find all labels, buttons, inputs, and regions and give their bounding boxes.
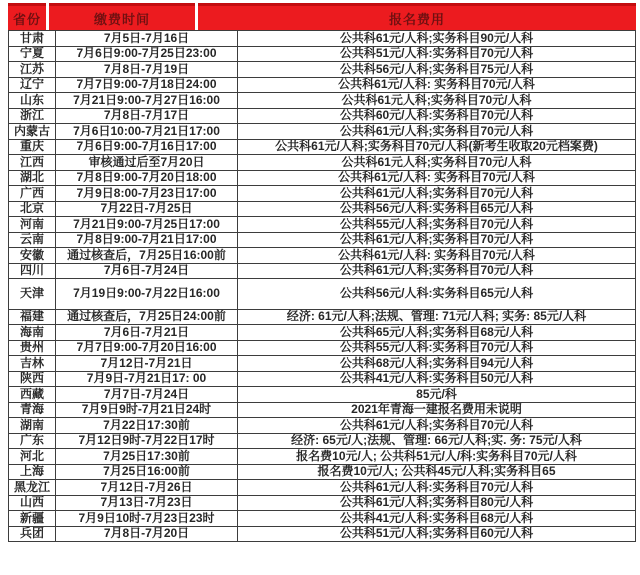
table-row — [9, 77, 636, 93]
table-row — [9, 93, 636, 109]
fee-cell: 公共科56元/人科:实务科目65元/人科 — [238, 279, 636, 310]
table-row — [9, 124, 636, 140]
province-cell: 天津 — [9, 279, 56, 310]
table-row — [9, 340, 636, 356]
province-cell: 海南 — [9, 325, 56, 341]
fee-cell: 85元/科 — [238, 387, 636, 403]
province-cell: 广西 — [9, 186, 56, 202]
fee-cell: 公共科41元/人科:实务科目68元/人科 — [238, 511, 636, 527]
payment-time-cell: 7月12日9时-7月22日17时 — [56, 433, 238, 449]
province-cell: 新疆 — [9, 511, 56, 527]
payment-time-cell: 7月7日-7月24日 — [56, 387, 238, 403]
payment-time-cell: 7月8日9:00-7月20日18:00 — [56, 170, 238, 186]
fee-cell: 公共科61元/人科;实务科目80元/人科 — [238, 495, 636, 511]
fee-cell: 公共科61元/人科;实务科目70元/人科 — [238, 124, 636, 140]
table-row — [9, 356, 636, 372]
payment-time-cell: 7月6日9:00-7月25日23:00 — [56, 46, 238, 62]
table-row — [9, 263, 636, 279]
fee-cell: 报名费10元/人; 公共科45元/人科;实务科目65 — [238, 464, 636, 480]
fee-cell: 公共科61元/人科;实务科目90元/人科 — [238, 31, 636, 47]
payment-time-cell: 7月6日-7月21日 — [56, 325, 238, 341]
payment-time-cell: 7月25日17:30前 — [56, 449, 238, 465]
province-cell: 辽宁 — [9, 77, 56, 93]
payment-time-cell: 7月7日9:00-7月20日16:00 — [56, 340, 238, 356]
table-row — [9, 402, 636, 418]
table-row — [9, 170, 636, 186]
table-row — [9, 449, 636, 465]
province-cell: 重庆 — [9, 139, 56, 155]
table-row — [9, 31, 636, 47]
fee-cell: 公共科61元人科;实务科目70元/人科 — [238, 93, 636, 109]
fee-cell: 公共科61元/人科;实务科目70元/人科 — [238, 232, 636, 248]
province-cell: 云南 — [9, 232, 56, 248]
fee-cell: 公共科61元人科;实务科目70元/人科 — [238, 155, 636, 171]
payment-time-cell: 通过核查后，7月25日24:00前 — [56, 309, 238, 325]
province-cell: 吉林 — [9, 356, 56, 372]
payment-time-cell: 7月12日-7月26日 — [56, 480, 238, 496]
table-row — [9, 418, 636, 434]
fee-cell: 公共科61元/人科;实务科目70元/人科(新考生收取20元档案费) — [238, 139, 636, 155]
payment-time-cell: 7月12日-7月21日 — [56, 356, 238, 372]
header-province: 省份 — [8, 3, 46, 30]
table-row — [9, 279, 636, 310]
province-cell: 上海 — [9, 464, 56, 480]
payment-time-cell: 7月25日16:00前 — [56, 464, 238, 480]
registration-fee-table — [8, 3, 636, 542]
table-row — [9, 201, 636, 217]
payment-time-cell: 审核通过后至7月20日 — [56, 155, 238, 171]
table-row — [9, 387, 636, 403]
payment-time-cell: 7月8日9:00-7月21日17:00 — [56, 232, 238, 248]
fee-cell: 公共科60元/人科:实务科目70元/人科 — [238, 108, 636, 124]
payment-time-cell: 7月6日9:00-7月16日17:00 — [56, 139, 238, 155]
payment-time-cell: 7月13日-7月23日 — [56, 495, 238, 511]
table-header-row — [8, 3, 636, 30]
province-cell: 四川 — [9, 263, 56, 279]
payment-time-cell: 7月9日-7月21日17: 00 — [56, 371, 238, 387]
payment-time-cell: 7月21日9:00-7月27日16:00 — [56, 93, 238, 109]
fee-cell: 公共科68元/人科;实务科目94元/人科 — [238, 356, 636, 372]
province-cell: 广东 — [9, 433, 56, 449]
payment-time-cell: 7月21日9:00-7月25日17:00 — [56, 217, 238, 233]
fee-cell: 公共科65元/人科;实务科目68元/人科 — [238, 325, 636, 341]
table-row — [9, 217, 636, 233]
payment-time-cell: 7月8日-7月20日 — [56, 526, 238, 542]
payment-time-cell: 7月9日10时-7月23日23时 — [56, 511, 238, 527]
fee-cell: 公共科61元/人科;实务科目70元/人科 — [238, 186, 636, 202]
fee-cell: 2021年青海一建报名费用未说明 — [238, 402, 636, 418]
payment-time-cell: 7月6日-7月24日 — [56, 263, 238, 279]
fee-cell: 公共科61元/人科:实务科目70元/人科 — [238, 480, 636, 496]
table-row — [9, 480, 636, 496]
fee-cell: 经济: 61元/人科;法规、管理: 71元/人科; 实务: 85元/人科 — [238, 309, 636, 325]
payment-time-cell: 7月19日9:00-7月22日16:00 — [56, 279, 238, 310]
fee-cell: 公共科56元/人科:实务科目65元/人科 — [238, 201, 636, 217]
table-row — [9, 325, 636, 341]
table-row — [9, 248, 636, 264]
fee-cell: 公共科61元/人科: 实务科目70元/人科 — [238, 248, 636, 264]
payment-time-cell: 7月8日-7月19日 — [56, 62, 238, 78]
fee-cell: 公共科55元/人科;实务科目70元/人科 — [238, 217, 636, 233]
payment-time-cell: 7月22日17:30前 — [56, 418, 238, 434]
province-cell: 北京 — [9, 201, 56, 217]
table-row — [9, 108, 636, 124]
province-cell: 江苏 — [9, 62, 56, 78]
province-cell: 湖南 — [9, 418, 56, 434]
fee-cell: 报名费10元/人; 公共科51元/人/科:实务科目70元/人科 — [238, 449, 636, 465]
fee-cell: 公共科41元/人科:实务科目50元/人科 — [238, 371, 636, 387]
province-cell: 福建 — [9, 309, 56, 325]
table-row — [9, 526, 636, 542]
fee-cell: 公共科51元/人科:实务科目70元/人科 — [238, 46, 636, 62]
payment-time-cell: 7月8日-7月17日 — [56, 108, 238, 124]
fee-cell: 公共科51元/人科;实务科目60元/人科 — [238, 526, 636, 542]
fee-cell: 公共科56元/人科;实务科目75元/人科 — [238, 62, 636, 78]
table-row — [9, 62, 636, 78]
table-body — [8, 30, 636, 542]
province-cell: 山东 — [9, 93, 56, 109]
table-row — [9, 186, 636, 202]
province-cell: 黑龙江 — [9, 480, 56, 496]
payment-time-cell: 7月5日-7月16日 — [56, 31, 238, 47]
table-row — [9, 464, 636, 480]
payment-time-cell: 7月22日-7月25日 — [56, 201, 238, 217]
province-cell: 青海 — [9, 402, 56, 418]
province-cell: 湖北 — [9, 170, 56, 186]
fee-cell: 公共科55元/人科:实务科目70元/人科 — [238, 340, 636, 356]
province-cell: 陕西 — [9, 371, 56, 387]
payment-time-cell: 7月6日10:00-7月21日17:00 — [56, 124, 238, 140]
province-cell: 兵团 — [9, 526, 56, 542]
payment-time-cell: 7月9日9时-7月21日24时 — [56, 402, 238, 418]
table-row — [9, 371, 636, 387]
header-registration-fee: 报名费用 — [198, 3, 636, 30]
fee-cell: 公共科61元/人科: 实务科目70元/人科 — [238, 170, 636, 186]
fee-cell: 公共科61元/人科: 实务科目70元/人科 — [238, 77, 636, 93]
table-row — [9, 309, 636, 325]
province-cell: 山西 — [9, 495, 56, 511]
province-cell: 江西 — [9, 155, 56, 171]
province-cell: 甘肃 — [9, 31, 56, 47]
province-cell: 贵州 — [9, 340, 56, 356]
table-row — [9, 46, 636, 62]
table-row — [9, 433, 636, 449]
table-row — [9, 495, 636, 511]
payment-time-cell: 7月7日9:00-7月18日24:00 — [56, 77, 238, 93]
province-cell: 宁夏 — [9, 46, 56, 62]
province-cell: 河南 — [9, 217, 56, 233]
table-row — [9, 155, 636, 171]
table-row — [9, 511, 636, 527]
province-cell: 浙江 — [9, 108, 56, 124]
province-cell: 河北 — [9, 449, 56, 465]
province-cell: 内蒙古 — [9, 124, 56, 140]
table-row — [9, 232, 636, 248]
fee-cell: 公共科61元/人科;实务科目70元/人科 — [238, 418, 636, 434]
province-cell: 西藏 — [9, 387, 56, 403]
province-cell: 安徽 — [9, 248, 56, 264]
fee-cell: 经济: 65元/人;法规、管理: 66元/人科;实. 务: 75元/人科 — [238, 433, 636, 449]
table-row — [9, 139, 636, 155]
header-payment-time: 缴费时间 — [49, 3, 195, 30]
payment-time-cell: 通过核查后，7月25日16:00前 — [56, 248, 238, 264]
fee-cell: 公共科61元/人科;实务科目70元/人科 — [238, 263, 636, 279]
payment-time-cell: 7月9日8:00-7月23日17:00 — [56, 186, 238, 202]
